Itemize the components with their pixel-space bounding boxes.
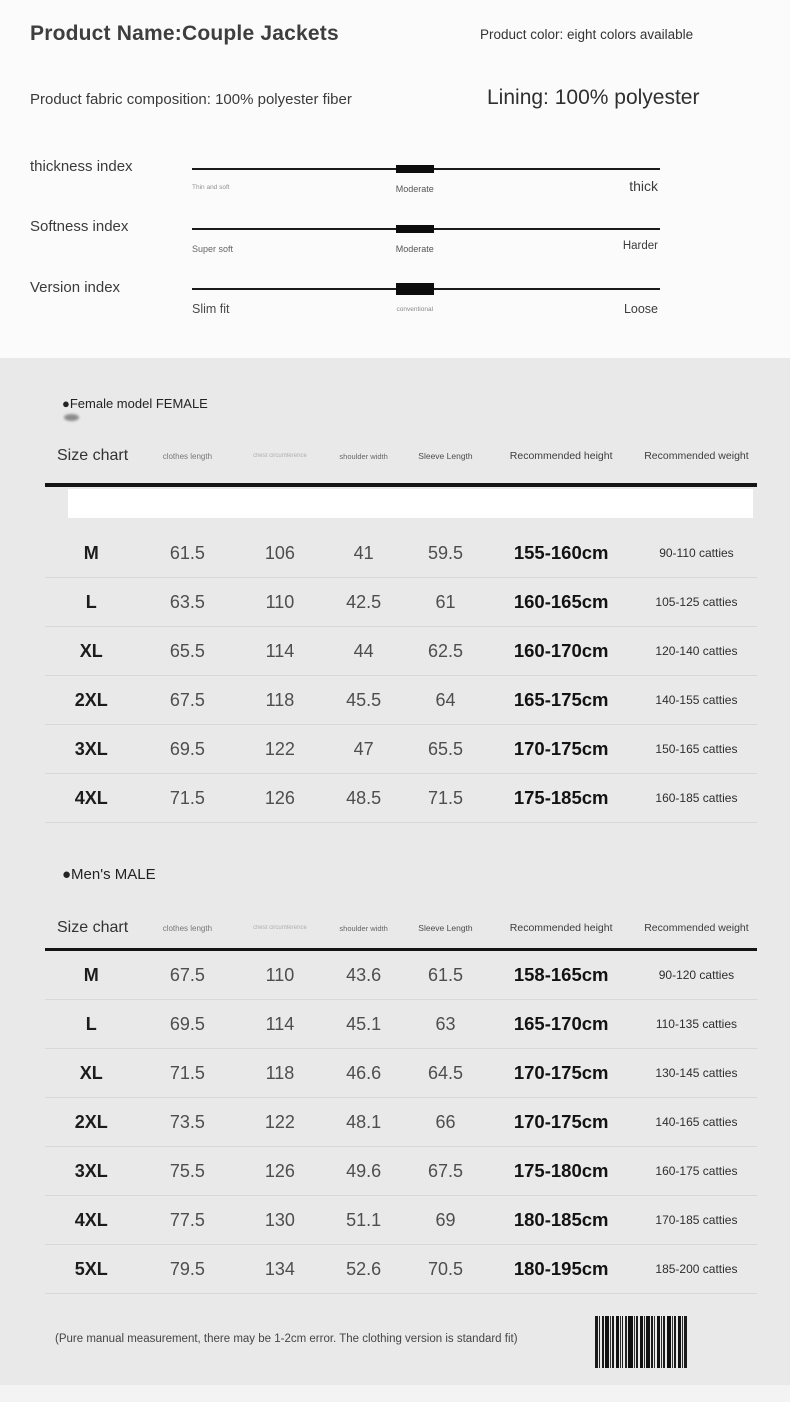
cell-bust: 122	[264, 1111, 295, 1132]
product-name-title: Product Name:Couple Jackets	[30, 22, 339, 45]
cell-height: 170-175cm	[513, 1111, 609, 1132]
cell-size: 3XL	[74, 1160, 108, 1181]
slider-mid-label: Moderate	[395, 244, 434, 254]
slider-mid-label: conventional	[396, 306, 434, 313]
cell-bust: 122	[264, 738, 295, 759]
cell-size: 4XL	[74, 1209, 108, 1230]
cell-height: 175-185cm	[513, 787, 609, 808]
cell-size: XL	[79, 640, 103, 661]
cell-bust: 110	[265, 964, 295, 985]
cell-clothes: 71.5	[169, 1062, 205, 1083]
cell-shoulder: 48.1	[346, 1111, 382, 1132]
header-shoulder-width: shoulder width	[339, 451, 388, 461]
cell-bust: 118	[265, 1062, 295, 1083]
cell-height: 170-175cm	[513, 1062, 609, 1083]
cell-clothes: 63.5	[169, 591, 205, 612]
lining-text: Lining: 100% polyester	[487, 86, 700, 109]
slider-mid-label: Moderate	[395, 184, 434, 194]
ink-smudge-decoration	[64, 414, 79, 421]
softness-index-label: Softness index	[30, 218, 129, 235]
measurement-note: (Pure manual measurement, there may be 1-2cm error. The clothing version is standard fit)	[55, 1333, 518, 1345]
header-sleeve-length: Sleeve Length	[418, 451, 473, 461]
cell-clothes: 67.5	[169, 964, 205, 985]
cell-weight: 140-155 catties	[655, 693, 738, 707]
cell-bust: 106	[264, 542, 295, 563]
cell-weight: 90-120 catties	[658, 968, 735, 982]
male-section-title: ●Men's MALE	[62, 866, 156, 883]
cell-bust: 126	[264, 787, 295, 808]
cell-clothes: 73.5	[169, 1111, 205, 1132]
header-shoulder-width: shoulder width	[339, 923, 388, 933]
cell-bust: 114	[265, 640, 295, 661]
fabric-composition-text: Product fabric composition: 100% polyester fiber	[30, 91, 352, 108]
slider-right-label: thick	[629, 178, 658, 194]
cell-clothes: 75.5	[169, 1160, 205, 1181]
female-table-header	[45, 442, 757, 470]
slider-marker	[396, 165, 434, 173]
header-size-chart: Size chart	[57, 919, 129, 936]
cell-shoulder: 41	[353, 542, 374, 563]
cell-sleeve: 66	[435, 1111, 456, 1132]
cell-height: 175-180cm	[513, 1160, 609, 1181]
female-table-body	[45, 529, 757, 823]
size-table-row	[45, 676, 757, 725]
cell-shoulder: 45.5	[346, 689, 382, 710]
cell-weight: 105-125 catties	[655, 595, 738, 609]
slider-marker	[396, 283, 434, 295]
size-table-row	[45, 1049, 757, 1098]
cell-bust: 134	[264, 1258, 295, 1279]
cell-height: 180-195cm	[513, 1258, 609, 1279]
cell-weight: 130-145 catties	[655, 1066, 738, 1080]
cell-weight: 150-165 catties	[655, 742, 738, 756]
slider-right-label: Loose	[623, 302, 658, 316]
header-chest-circumference: chest circumference	[253, 453, 307, 459]
cell-bust: 118	[265, 689, 295, 710]
size-table-row	[45, 1000, 757, 1049]
cell-size: 2XL	[74, 1111, 108, 1132]
cell-clothes: 67.5	[169, 689, 205, 710]
product-info-section	[0, 0, 790, 358]
cell-clothes: 61.5	[169, 542, 205, 563]
version-index-slider	[192, 282, 660, 322]
thickness-index-label: thickness index	[30, 158, 133, 175]
cell-height: 158-165cm	[513, 964, 609, 985]
slider-right-label: Harder	[622, 240, 658, 252]
header-clothes-length: clothes length	[162, 923, 213, 933]
cell-shoulder: 46.6	[346, 1062, 382, 1083]
cell-height: 165-175cm	[513, 689, 609, 710]
cell-size: 5XL	[74, 1258, 108, 1279]
header-sleeve-length: Sleeve Length	[418, 923, 473, 933]
cell-clothes: 71.5	[169, 787, 205, 808]
cell-shoulder: 47	[353, 738, 374, 759]
header-size-chart: Size chart	[57, 447, 129, 464]
female-section-title: ●Female model FEMALE	[62, 396, 208, 411]
cell-weight: 160-185 catties	[655, 791, 738, 805]
cell-clothes: 65.5	[169, 640, 205, 661]
size-table-row	[45, 1147, 757, 1196]
cell-sleeve: 63	[435, 1013, 456, 1034]
cell-size: M	[83, 542, 99, 563]
cell-size: XL	[79, 1062, 103, 1083]
cell-height: 180-185cm	[513, 1209, 609, 1230]
cell-weight: 110-135 catties	[655, 1017, 738, 1031]
cell-sleeve: 62.5	[427, 640, 463, 661]
male-table-header	[45, 914, 757, 942]
cell-clothes: 77.5	[169, 1209, 205, 1230]
cell-weight: 90-110 catties	[659, 546, 734, 560]
cell-sleeve: 61.5	[427, 964, 463, 985]
size-chart-panel	[0, 358, 790, 1385]
header-recommended-weight: Recommended weight	[644, 450, 749, 462]
header-recommended-weight: Recommended weight	[644, 922, 749, 934]
cell-sleeve: 69	[435, 1209, 456, 1230]
cell-height: 170-175cm	[513, 738, 609, 759]
cell-sleeve: 61	[435, 591, 456, 612]
cell-size: 2XL	[74, 689, 108, 710]
header-clothes-length: clothes length	[162, 451, 213, 461]
cell-weight: 170-185 catties	[655, 1213, 738, 1227]
product-color-text: Product color: eight colors available	[480, 27, 694, 42]
cell-shoulder: 52.6	[346, 1258, 382, 1279]
size-table-row	[45, 1196, 757, 1245]
size-table-row	[45, 774, 757, 823]
header-chest-circumference: chest circumference	[253, 925, 307, 931]
cell-clothes: 69.5	[169, 738, 205, 759]
cell-sleeve: 67.5	[427, 1160, 463, 1181]
version-index-label: Version index	[30, 279, 121, 296]
slider-marker	[396, 225, 434, 233]
cell-height: 155-160cm	[513, 542, 609, 563]
cell-shoulder: 43.6	[346, 964, 382, 985]
size-table-row	[45, 1245, 757, 1294]
size-table-row	[45, 725, 757, 774]
barcode-image	[595, 1316, 687, 1368]
thickness-index-slider	[192, 162, 660, 202]
cell-sleeve: 71.5	[427, 787, 463, 808]
bottom-strip	[0, 1385, 790, 1402]
cell-weight: 120-140 catties	[655, 644, 738, 658]
cell-shoulder: 49.6	[346, 1160, 382, 1181]
cell-size: L	[85, 1013, 97, 1034]
cell-clothes: 69.5	[169, 1013, 205, 1034]
cell-weight: 160-175 catties	[655, 1164, 738, 1178]
softness-index-slider	[192, 222, 660, 262]
cell-bust: 126	[264, 1160, 295, 1181]
cell-height: 165-170cm	[513, 1013, 609, 1034]
cell-shoulder: 48.5	[346, 787, 382, 808]
cell-shoulder: 42.5	[346, 591, 382, 612]
cell-bust: 110	[265, 591, 295, 612]
cell-size: L	[85, 591, 97, 612]
cell-shoulder: 45.1	[346, 1013, 382, 1034]
cell-sleeve: 64.5	[427, 1062, 463, 1083]
slider-left-label: Slim fit	[192, 302, 230, 316]
cell-bust: 130	[264, 1209, 295, 1230]
cell-height: 160-165cm	[513, 591, 609, 612]
cell-bust: 114	[265, 1013, 295, 1034]
male-table-body	[45, 951, 757, 1294]
cell-height: 160-170cm	[513, 640, 609, 661]
size-table-row	[45, 627, 757, 676]
header-recommended-height: Recommended height	[509, 922, 613, 934]
size-table-row	[45, 529, 757, 578]
size-table-row	[45, 1098, 757, 1147]
slider-left-label: Thin and soft	[192, 184, 230, 191]
size-table-row	[45, 578, 757, 627]
blank-white-band	[68, 489, 753, 518]
cell-sleeve: 70.5	[427, 1258, 463, 1279]
cell-weight: 185-200 catties	[655, 1262, 738, 1276]
table-divider-bar	[45, 483, 757, 487]
cell-weight: 140-165 catties	[655, 1115, 738, 1129]
cell-sleeve: 64	[435, 689, 456, 710]
header-recommended-height: Recommended height	[509, 450, 613, 462]
slider-left-label: Super soft	[192, 244, 234, 254]
cell-size: 4XL	[74, 787, 108, 808]
size-table-row	[45, 951, 757, 1000]
cell-sleeve: 65.5	[427, 738, 463, 759]
cell-size: 3XL	[74, 738, 108, 759]
cell-size: M	[83, 964, 99, 985]
cell-shoulder: 51.1	[346, 1209, 382, 1230]
cell-sleeve: 59.5	[427, 542, 463, 563]
cell-clothes: 79.5	[169, 1258, 205, 1279]
cell-shoulder: 44	[353, 640, 374, 661]
